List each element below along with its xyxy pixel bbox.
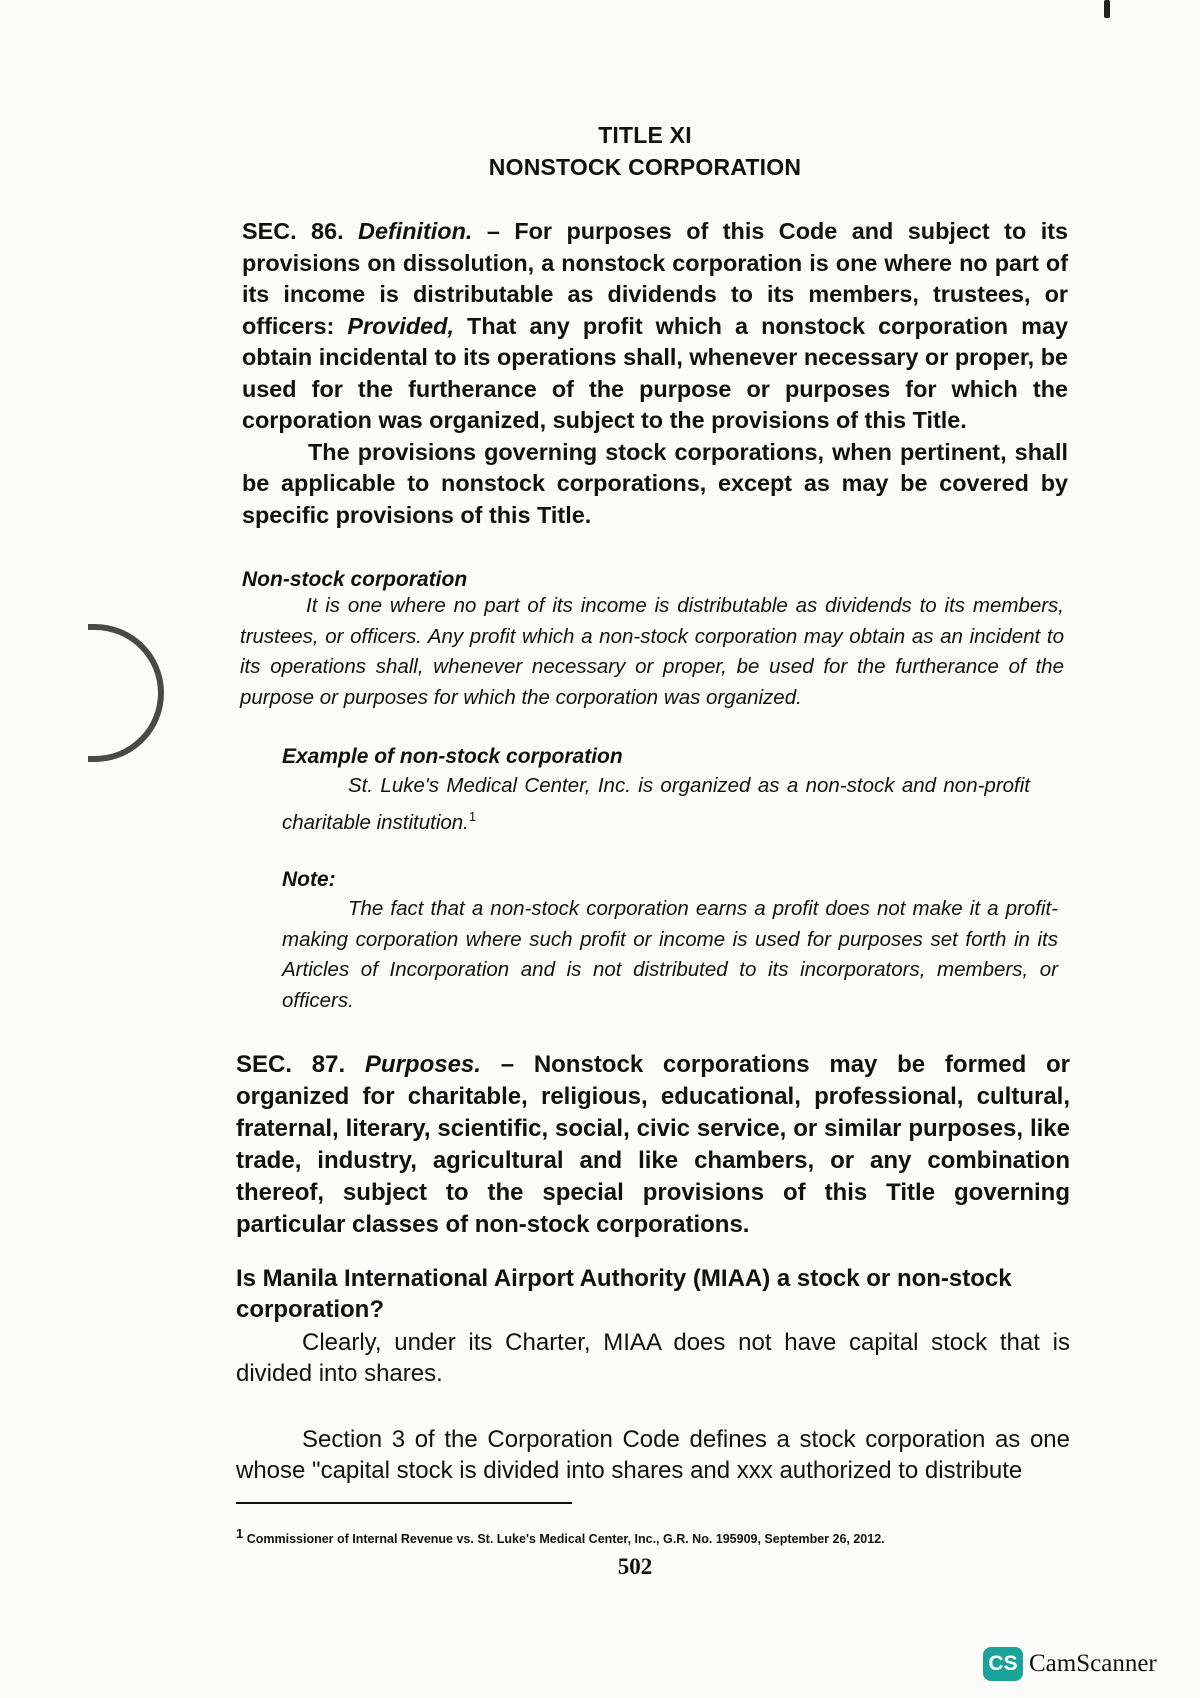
section-86-provided: Provided,	[347, 312, 454, 339]
page-number: 502	[617, 1554, 653, 1579]
example-note-heading: Example of non-stock corporation	[282, 745, 623, 768]
section-86-label: SEC. 86.	[242, 218, 344, 244]
title-heading: NONSTOCK CORPORATION	[488, 154, 802, 180]
note-body: The fact that a non-stock corporation earns a profit does not make it a profit-making corporation where such profit or income is used for purposes set forth in its Articles of Incorporation and is not distributed to its incorporators, members, or officers.	[282, 897, 1058, 1012]
note-heading: Note:	[282, 868, 336, 891]
camscanner-logo-icon: CS	[983, 1647, 1023, 1681]
section-86-text1: – For purposes of this Code and subject to its provisions on dissolution, a nonstock corporation is one where no part of its income is distributable as dividends to its members, trustees, or officers:	[242, 218, 1068, 339]
section-86-heading: Definition.	[358, 218, 473, 244]
example-note-body	[282, 771, 1030, 838]
miaa-question-heading: Is Manila International Airport Authority (MIAA) a stock or non-stock corporation?	[236, 1265, 1012, 1323]
section-86-text2: That any profit which a nonstock corporation may obtain incidental to its operations shall, whenever necessary or proper, be used for the furtherance of the purpose or purposes for which the corporation was organized, subject to the provisions of this Title.	[242, 312, 1068, 433]
footnote-ref: 1	[468, 808, 477, 824]
footnote-number: 1	[236, 1526, 244, 1541]
section-3-paragraph: Section 3 of the Corporation Code defines a stock corporation as one whose "capital stock is divided into shares and xxx authorized to distribute	[236, 1426, 1070, 1484]
camscanner-text: CamScanner	[1029, 1650, 1157, 1677]
scan-corner-mark	[1104, 0, 1110, 18]
nonstock-note-body: It is one where no part of its income is distributable as dividends to its members, trustees, or officers. Any profit which a non-stock corporation may obtain as an incident to its operations shall, whenever necessary or proper, be used for the furtherance of the purpose or purposes for which the corporation was organized.	[240, 594, 1064, 709]
binder-hole-shadow	[88, 624, 164, 762]
footnote-divider	[236, 1502, 572, 1504]
section-87	[236, 1049, 1070, 1241]
section-86	[242, 216, 1068, 531]
nonstock-note-heading: Non-stock corporation	[242, 568, 468, 591]
footnote-text: Commissioner of Internal Revenue vs. St. Luke's Medical Center, Inc., G.R. No. 195909, September 26, 2012.	[243, 1532, 885, 1547]
footnote	[236, 1526, 1076, 1546]
title-number: TITLE XI	[598, 122, 692, 148]
section-87-text: – Nonstock corporations may be formed or organized for charitable, religious, educational, professional, cultural, fraternal, literary, scientific, social, civic service, or similar purposes, like trade, industry, agricultural and like chambers, or any combination thereof, subject to the special provisions of this Title governing particular classes of non-stock corporations.	[236, 1051, 1071, 1238]
section-86-para2: The provisions governing stock corporations, when pertinent, shall be applicable to nonstock corporations, except as may be covered by specific provisions of this Title.	[242, 438, 1068, 528]
camscanner-watermark	[983, 1647, 1157, 1681]
section-87-heading: Purposes.	[364, 1051, 481, 1078]
example-note-text: St. Luke's Medical Center, Inc. is organized as a non-stock and non-profit charitable institution.	[282, 774, 1030, 834]
miaa-paragraph: Clearly, under its Charter, MIAA does not have capital stock that is divided into shares.	[236, 1329, 1070, 1387]
section-86-para1	[242, 216, 1068, 437]
section-87-label: SEC. 87.	[236, 1051, 346, 1078]
